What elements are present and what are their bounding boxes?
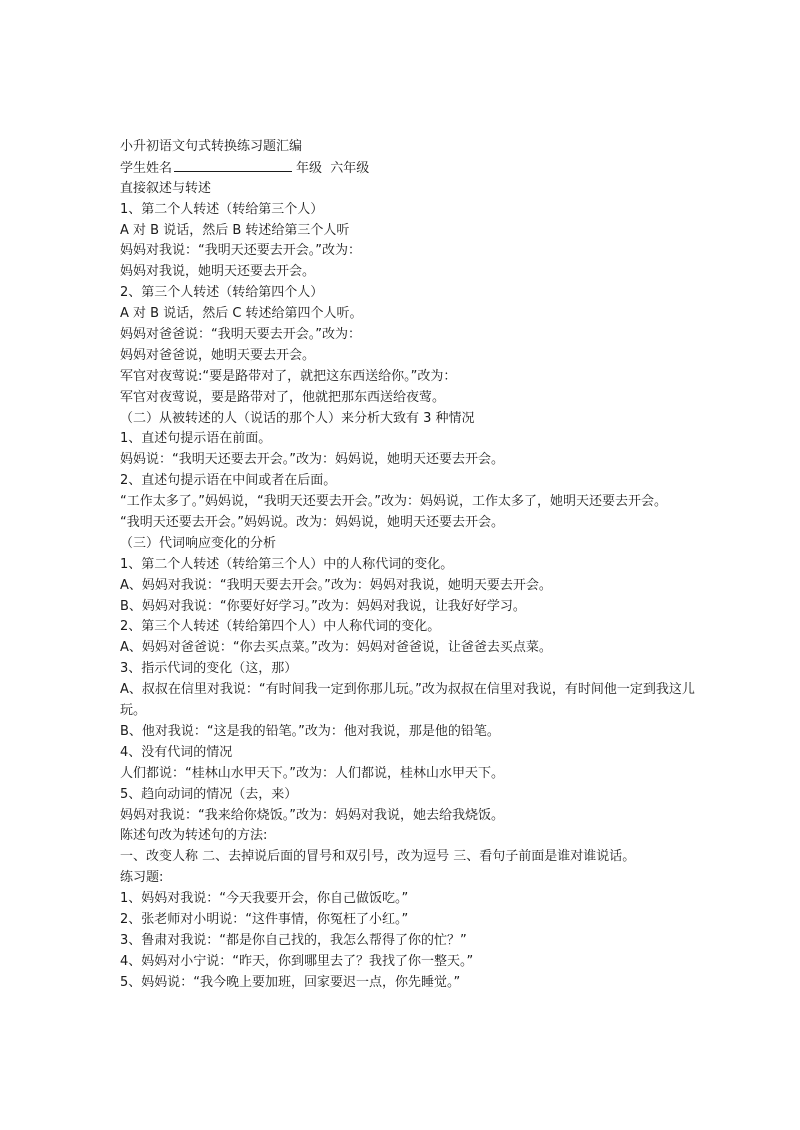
student-name-blank[interactable] <box>174 158 292 172</box>
student-info-line <box>120 158 700 179</box>
text-line: 妈妈说：“我明天还要去开会。”改为：妈妈说，她明天还要去开会。 <box>120 452 504 468</box>
text-line: A、叔叔在信里对我说：“有时间我一定到你那儿玩。”改为叔叔在信里对我说，有时间他一定到我这儿玩。 <box>120 682 695 719</box>
text-line: B、他对我说：“这是我的铅笔。”改为：他对我说，那是他的铅笔。 <box>120 723 500 739</box>
text-line: 军官对夜莺说:“要是路带对了，就把这东西送给你。”改为： <box>120 368 457 384</box>
text-line: “工作太多了。”妈妈说，“我明天还要去开会。”改为：妈妈说，工作太多了，她明天还要去开会。 <box>120 494 667 510</box>
text-line: 2、第三个人转述（转给第四个人）中人称代词的变化。 <box>120 619 441 635</box>
text-line: 1、妈妈对我说：“今天我要开会，你自己做饭吃。” <box>120 891 409 907</box>
text-line: 妈妈对我说：“我明天还要去开会。”改为： <box>120 243 361 259</box>
text-line: A 对 B 说话，然后 B 转述给第三个人听 <box>120 222 350 238</box>
text-line: 4、没有代词的情况 <box>120 744 233 760</box>
document-title: 小升初语文句式转换练习题汇编 <box>120 139 303 154</box>
document-lines <box>120 179 700 994</box>
text-line: 1、第二个人转述（转给第三个人） <box>120 201 324 217</box>
text-line: 3、鲁肃对我说：“都是你自己找的，我怎么帮得了你的忙？” <box>120 932 467 948</box>
text-line: 妈妈对爸爸说：“我明天要去开会。”改为： <box>120 327 361 343</box>
text-line: 3、指示代词的变化（这，那） <box>120 661 298 677</box>
text-line: B、妈妈对我说：“你要好好学习。”改为：妈妈对我说，让我好好学习。 <box>120 598 526 614</box>
text-line: 妈妈对爸爸说，她明天要去开会。 <box>120 347 316 363</box>
text-line: 1、直述句提示语在前面。 <box>120 431 272 447</box>
document-body <box>120 137 700 994</box>
text-line: “我明天还要去开会。”妈妈说。改为：妈妈说，她明天还要去开会。 <box>120 515 504 531</box>
text-line: 陈述句改为转述句的方法: <box>120 828 268 844</box>
text-line: 直接叙述与转述 <box>120 180 212 196</box>
text-line: 妈妈对我说，她明天还要去开会。 <box>120 264 316 280</box>
text-line: 练习题: <box>120 870 164 886</box>
text-line: A 对 B 说话，然后 C 转述给第四个人听。 <box>120 306 363 322</box>
text-line: 2、张老师对小明说：“这件事情，你冤枉了小红。” <box>120 911 409 927</box>
text-line: 4、妈妈对小宁说：“昨天，你到哪里去了？我找了你一整天。” <box>120 953 474 969</box>
text-line: 军官对夜莺说，要是路带对了，他就把那东西送给夜莺。 <box>120 389 446 405</box>
text-line: A、妈妈对爸爸说：“你去买点菜。”改为：妈妈对爸爸说，让爸爸去买点菜。 <box>120 640 552 656</box>
student-name-label: 学生姓名 <box>120 160 173 176</box>
text-line: 2、直述句提示语在中间或者在后面。 <box>120 473 337 489</box>
text-line: （二）从被转述的人（说话的那个人）来分析大致有 3 种情况 <box>120 410 475 426</box>
text-line: 5、趋向动词的情况（去，来） <box>120 786 298 802</box>
text-line: A、妈妈对我说：“我明天要去开会。”改为：妈妈对我说，她明天要去开会。 <box>120 577 552 593</box>
text-line: 5、妈妈说：“我今晚上要加班，回家要迟一点，你先睡觉。” <box>120 974 461 990</box>
text-line: 妈妈对我说：“我来给你烧饭。”改为：妈妈对我说，她去给我烧饭。 <box>120 807 504 823</box>
grade-label: 年级 <box>296 160 323 176</box>
text-line: 一、改变人称 二、去掉说后面的冒号和双引号，改为逗号 三、看句子前面是谁对谁说话。 <box>120 849 636 865</box>
text-line: （三）代词响应变化的分析 <box>120 535 277 551</box>
grade-value: 六年级 <box>330 160 370 176</box>
text-line: 1、第二个人转述（转给第三个人）中的人称代词的变化。 <box>120 556 454 572</box>
text-line: 2、第三个人转述（转给第四个人） <box>120 285 324 301</box>
text-line: 人们都说：“桂林山水甲天下。”改为：人们都说，桂林山水甲天下。 <box>120 765 504 781</box>
